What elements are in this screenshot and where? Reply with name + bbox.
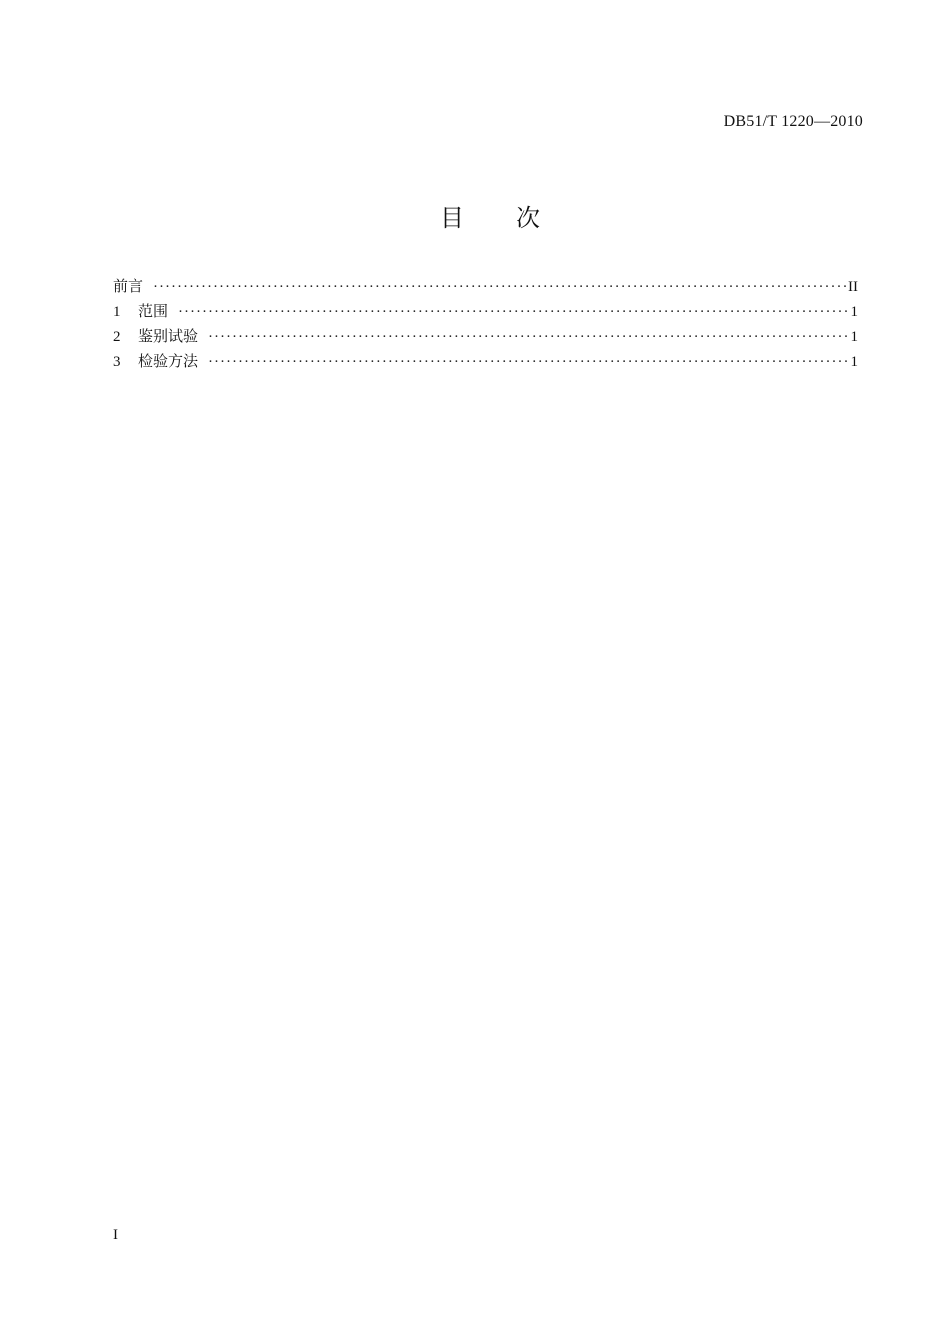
toc-entry-number: 1 (113, 304, 121, 320)
toc-entry-page: 1 (850, 354, 858, 370)
toc-dot-leader (208, 352, 848, 372)
page-number: I (113, 1227, 118, 1243)
toc-entry-label: 前言 (113, 279, 144, 295)
title-char-2: 次 (516, 204, 540, 232)
toc-entry-scope[interactable] (113, 302, 858, 327)
title-char-1: 目 (440, 204, 464, 232)
document-code: DB51/T 1220—2010 (723, 113, 863, 130)
toc-entry-page: 1 (850, 329, 858, 345)
toc-dot-leader (153, 277, 846, 297)
toc-entry-label: 鉴别试验 (138, 329, 199, 345)
toc-entry-inspection-method[interactable] (113, 352, 858, 377)
toc-entry-preface[interactable] (113, 277, 858, 302)
toc-entry-label: 检验方法 (138, 354, 199, 370)
toc-entry-label: 范围 (138, 304, 169, 320)
toc-dot-leader (208, 327, 848, 347)
table-of-contents (113, 277, 858, 377)
page-title (0, 198, 950, 233)
toc-entry-page: II (848, 279, 858, 295)
toc-entry-page: 1 (850, 304, 858, 320)
toc-dot-leader (178, 302, 848, 322)
toc-entry-identification-test[interactable] (113, 327, 858, 352)
toc-entry-number: 2 (113, 329, 121, 345)
toc-entry-number: 3 (113, 354, 121, 370)
